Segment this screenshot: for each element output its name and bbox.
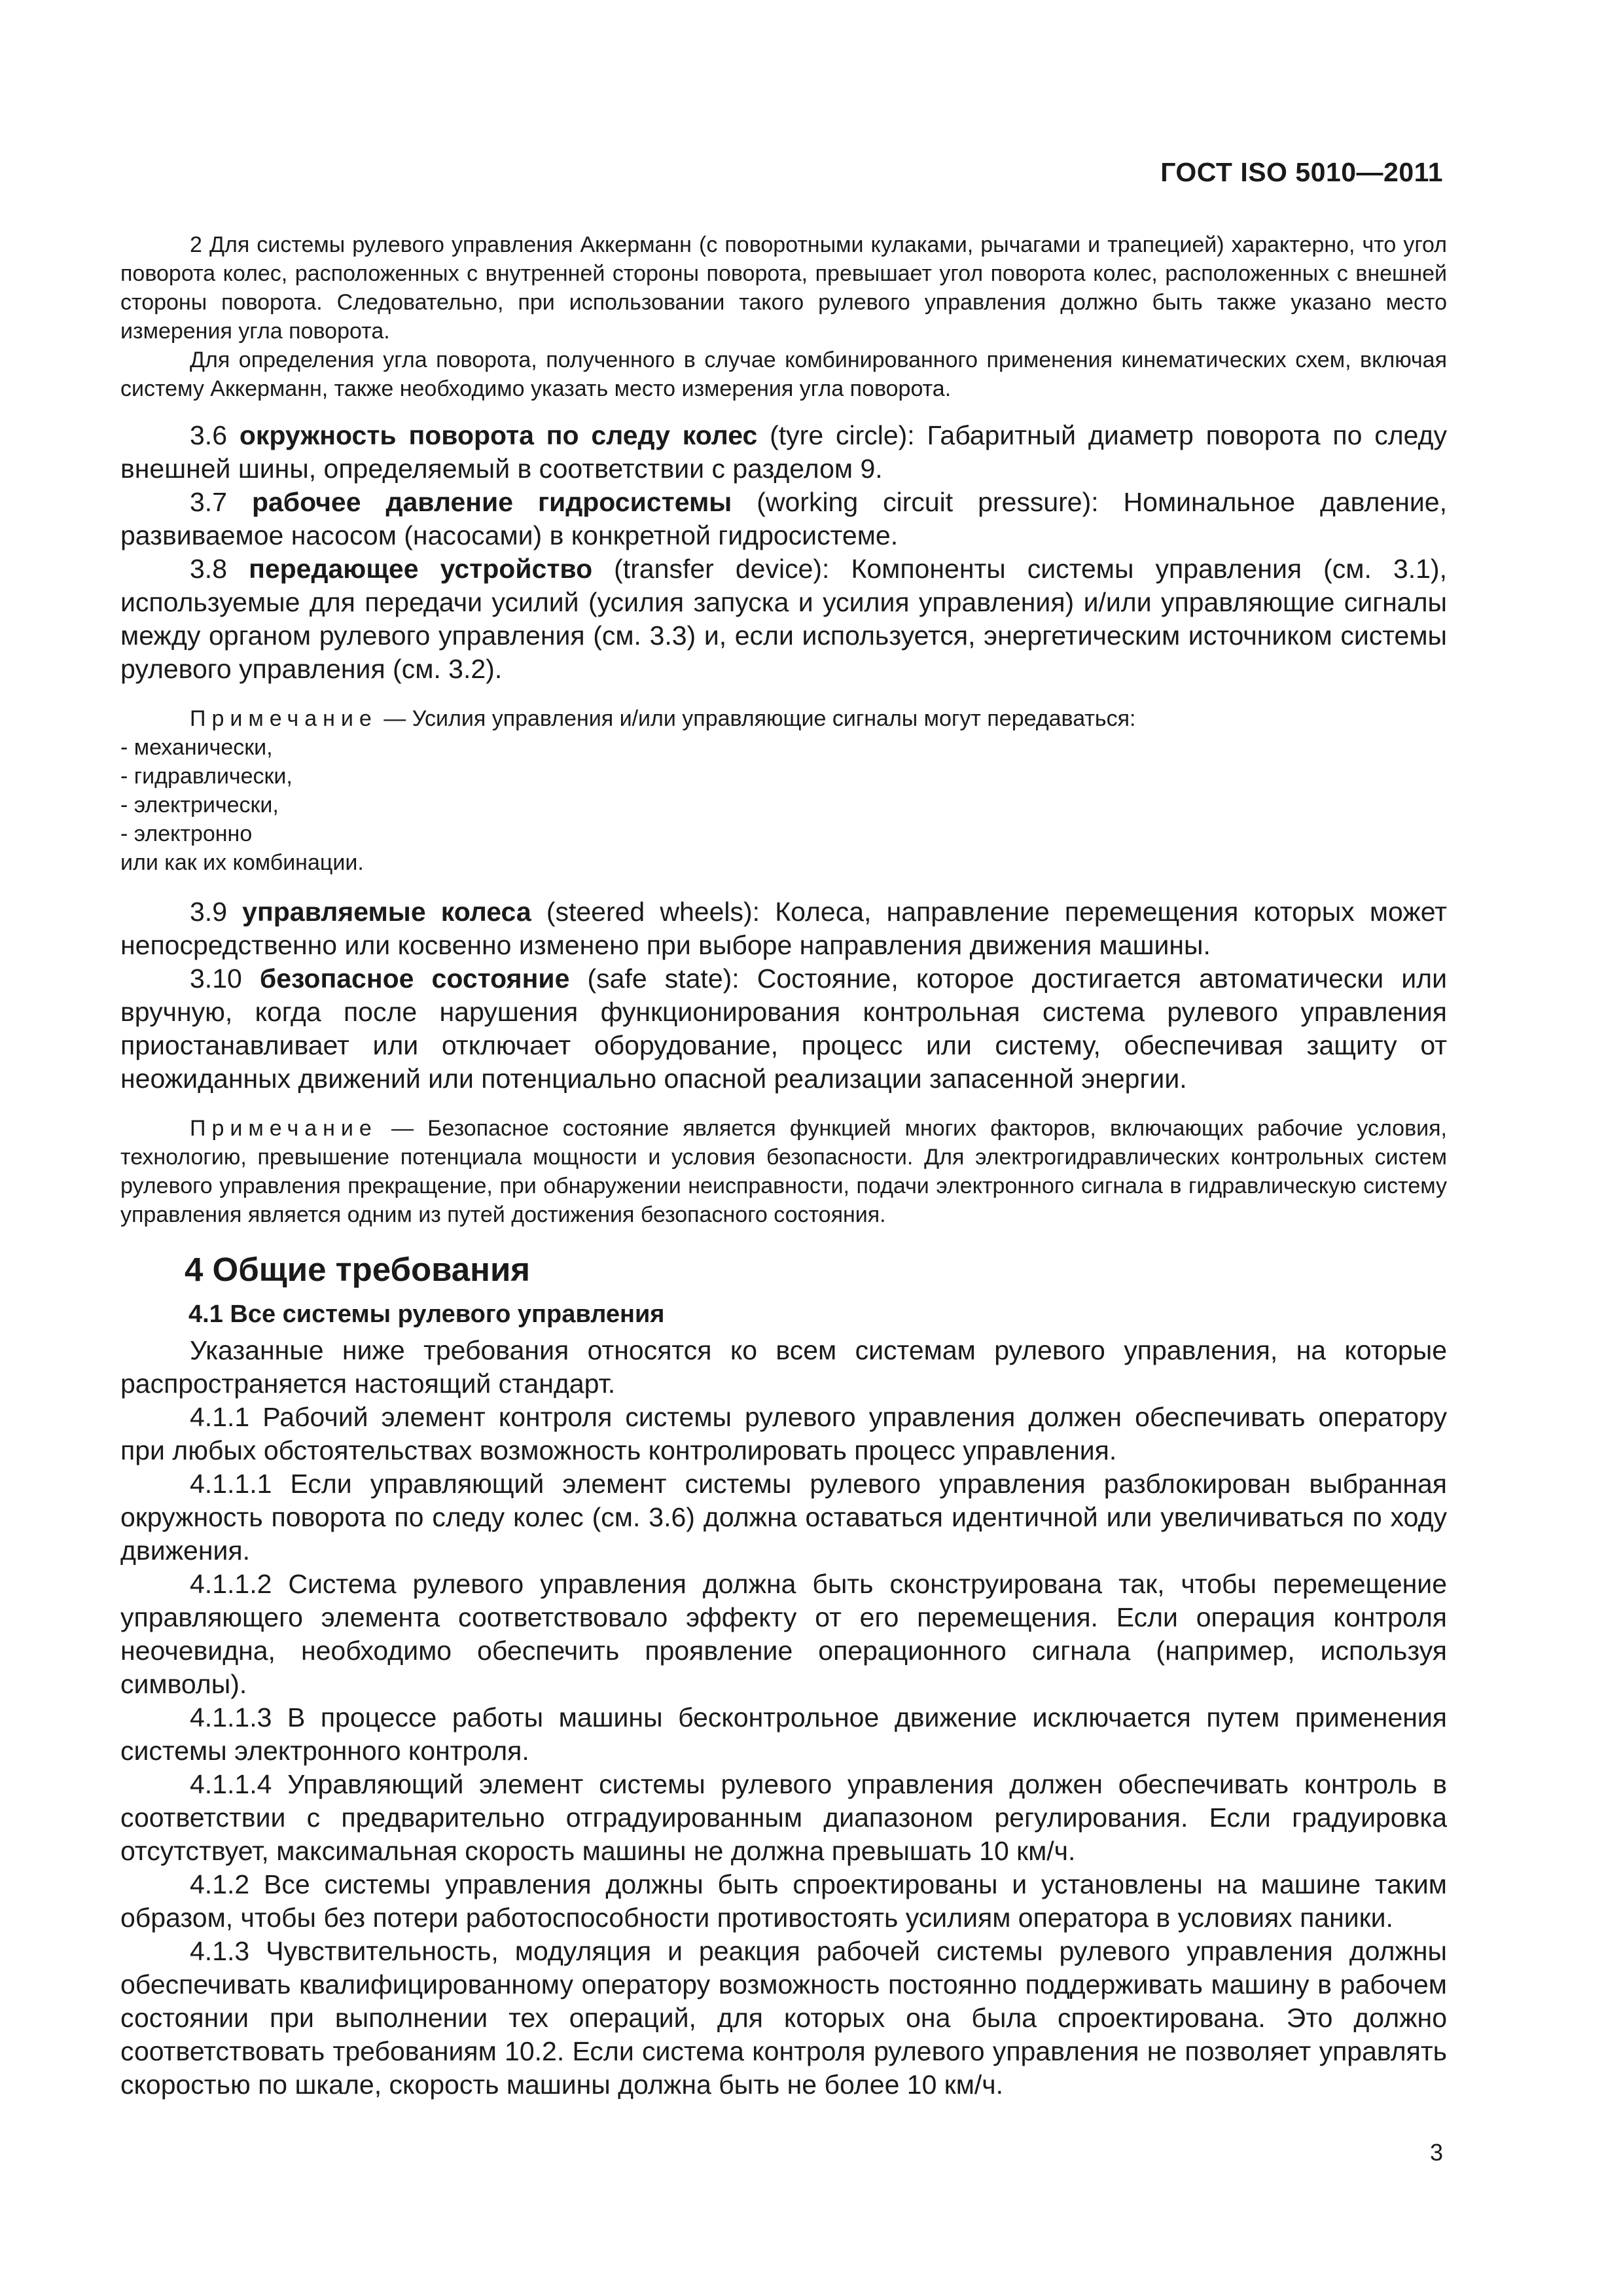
- note-paragraph: [120, 704, 1447, 733]
- definition-3-8: [120, 552, 1447, 686]
- subsection-title: 4.1 Все системы рулевого управления: [188, 1300, 665, 1328]
- definition-term: передающее устройство: [249, 554, 593, 584]
- page-number: 3: [1429, 2139, 1443, 2166]
- clause-paragraph: 4.1.1 Рабочий элемент контроля системы рулевого управления должен обеспечивать оператору при любых обстоятельствах возможность контролировать процесс управления.: [120, 1402, 1447, 1465]
- note-3-8: [120, 704, 1447, 877]
- note-paragraph: 2 Для системы рулевого управления Аккерманн (с поворотными кулаками, рычагами и трапецией) характерно, что угол поворота колес, расположенных с внутренней стороны поворота, превышает угол поворота колес, расположенных с внешней стороны поворота. Следовательно, при использовании такого рулевого управления должно быть также указано место измерения угла поворота.: [120, 232, 1447, 344]
- definition-number: 3.8: [190, 554, 227, 584]
- definition-text: (steered wheels): Колеса, направление перемещения которых может непосредственно или косвенно изменено при выборе направления движения машины.: [120, 897, 1447, 960]
- definition-term: рабочее давление гидросистемы: [251, 487, 732, 517]
- clause-paragraph: 4.1.1.3 В процессе работы машины бесконтрольное движение исключается путем применения системы электронного контроля.: [120, 1702, 1447, 1766]
- definition-text: (transfer device): Компоненты системы управления (см. 3.1), используемые для передачи усилий (усилия запуска и усилия управления) и/или управляющие сигналы между органом рулевого управления (см. 3.3) и, если используется, энергетическим источником системы рулевого управления (см. 3.2).: [120, 554, 1447, 684]
- definition-number: 3.7: [190, 487, 227, 517]
- definition-term: управляемые колеса: [242, 897, 531, 927]
- page-content: [120, 230, 1447, 2102]
- note-text: — Усилия управления и/или управляющие сигналы могут передаваться:: [377, 706, 1136, 731]
- note-2: [120, 230, 1447, 403]
- note-paragraph: Для определения угла поворота, полученного в случае комбинированного применения кинематических схем, включая систему Аккерманн, также необходимо указать место измерения угла поворота.: [120, 348, 1447, 401]
- note-3-10: [120, 1114, 1447, 1229]
- clause-paragraph: 4.1.2 Все системы управления должны быть спроектированы и установлены на машине таким образом, чтобы без потери работоспособности противостоять усилиям оператора в условиях паники.: [120, 1869, 1447, 1933]
- definition-3-10: [120, 962, 1447, 1096]
- definition-text: (working circuit pressure): Номинальное давление, развиваемое насосом (насосами) в конкретной гидросистеме.: [120, 487, 1447, 550]
- clause-paragraph: 4.1.1.1 Если управляющий элемент системы рулевого управления разблокирован выбранная окружность поворота по следу колес (см. 3.6) должна оставаться идентичной или увеличиваться по ходу движения.: [120, 1469, 1447, 1566]
- definitions: [120, 419, 1447, 686]
- definition-number: 3.9: [190, 897, 227, 927]
- note-label: Примечание: [190, 706, 378, 731]
- list-item: - электронно: [120, 821, 253, 846]
- note-text: — Безопасное состояние является функцией многих факторов, включающих рабочие условия, технологию, превышение потенциала мощности и условия безопасности. Для электрогидравлических контрольных систем рулевого управления прекращение, при обнаружении неисправности, подачи электронного сигнала в гидравлическую систему управления является одним из путей достижения безопасного состояния.: [120, 1116, 1447, 1227]
- list-item: или как их комбинации.: [120, 850, 364, 875]
- clause-paragraph: 4.1.1.2 Система рулевого управления должна быть сконструирована так, чтобы перемещение управляющего элемента соответствовало эффекту от его перемещения. Если операция контроля неочевидна, необходимо обеспечить проявление операционного сигнала (например, используя символы).: [120, 1569, 1447, 1699]
- list-item: - электрически,: [120, 793, 279, 817]
- list-item: - гидравлически,: [120, 764, 293, 789]
- definition-number: 3.6: [190, 420, 227, 450]
- definitions: [120, 895, 1447, 1096]
- clause-paragraph: 4.1.3 Чувствительность, модуляция и реакция рабочей системы рулевого управления должны обеспечивать квалифицированному оператору возможность постоянно поддерживать машину в рабочем состоянии при выполнении тех операций, для которых она была спроектирована. Это должно соответствовать требованиям 10.2. Если система контроля рулевого управления не позволяет управлять скоростью по шкале, скорость машины должна быть не более 10 км/ч.: [120, 1936, 1447, 2100]
- definition-text: (tyre circle): Габаритный диаметр поворота по следу внешней шины, определяемый в соответствии с разделом 9.: [120, 420, 1447, 484]
- intro-paragraph: Указанные ниже требования относятся ко всем системам рулевого управления, на которые распространяется настоящий стандарт.: [120, 1335, 1447, 1399]
- definition-term: безопасное состояние: [259, 963, 570, 994]
- document-header: ГОСТ ISO 5010—2011: [1160, 157, 1443, 187]
- list-item: - механически,: [120, 735, 273, 760]
- definition-text: (safe state): Состояние, которое достигается автоматически или вручную, когда после нарушения функционирования контрольная система рулевого управления приостанавливает или отключает оборудование, процесс или систему, обеспечивая защиту от неожиданных движений или потенциально опасной реализации запасенной энергии.: [120, 963, 1448, 1094]
- requirements: [120, 1334, 1447, 2102]
- note-paragraph: [120, 1114, 1447, 1229]
- definition-term: окружность поворота по следу колес: [239, 420, 758, 450]
- note-label: Примечание: [190, 1116, 378, 1141]
- clause-paragraph: 4.1.1.4 Управляющий элемент системы рулевого управления должен обеспечивать контроль в соответствии с предварительно отградуированным диапазоном регулирования. Если градуировка отсутствует, максимальная скорость машины не должна превышать 10 км/ч.: [120, 1769, 1447, 1866]
- definition-number: 3.10: [190, 963, 242, 994]
- definition-3-6: [120, 419, 1447, 486]
- definition-3-9: [120, 895, 1447, 962]
- definition-3-7: [120, 486, 1447, 552]
- section-title: 4 Общие требования: [185, 1251, 531, 1288]
